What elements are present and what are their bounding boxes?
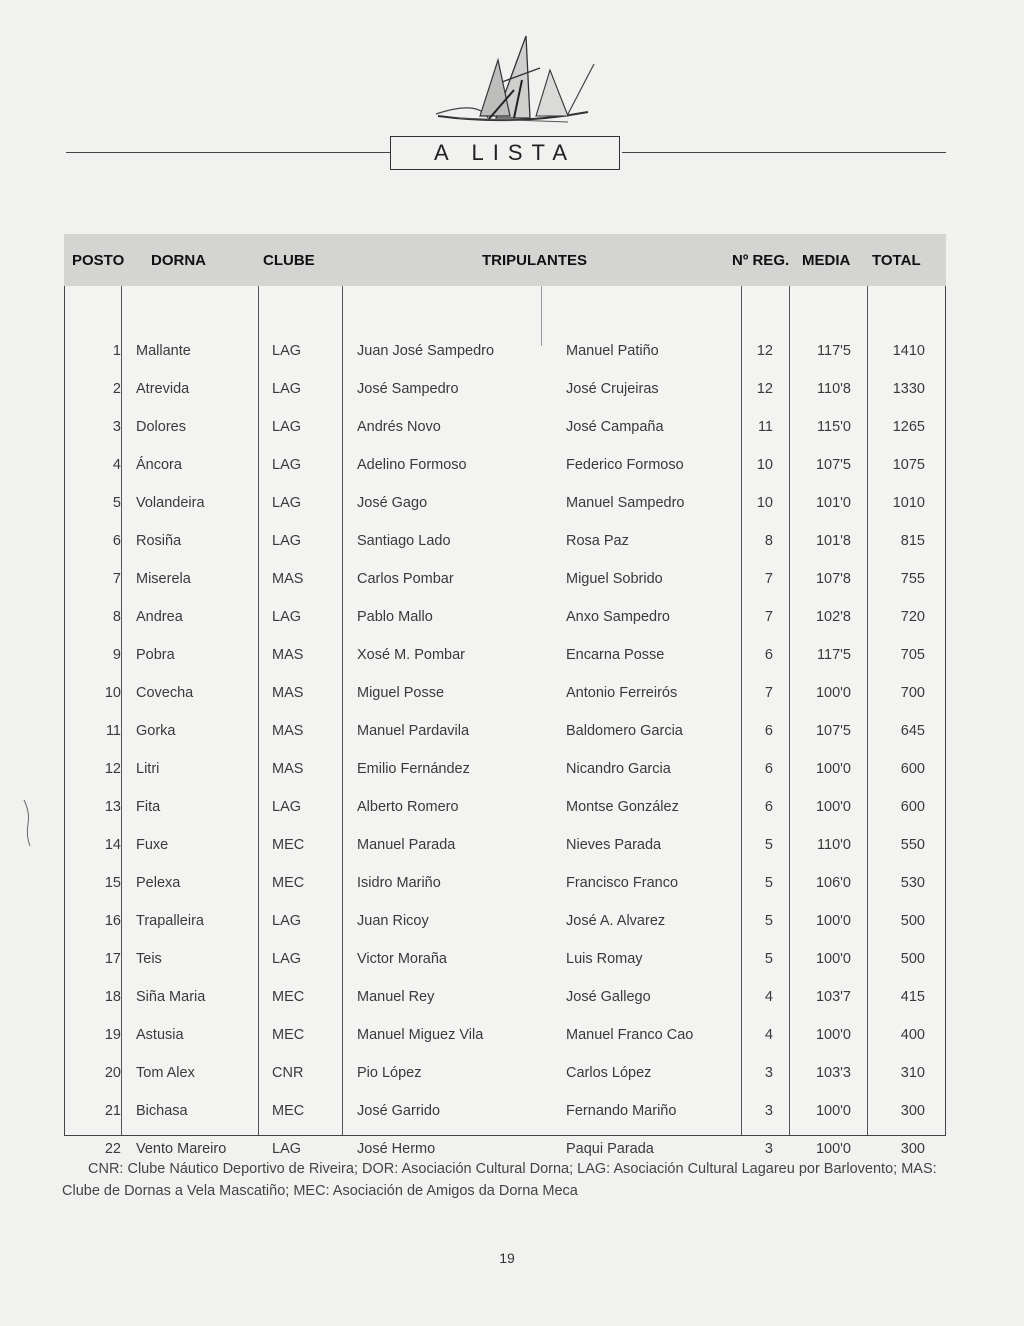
cell-media: 102'8: [815, 609, 851, 625]
cell-tripulante-1: José Sampedro: [357, 381, 459, 397]
cell-reg: 5: [764, 875, 773, 891]
cell-media: 101'8: [815, 533, 851, 549]
cell-total: 815: [900, 533, 925, 549]
cell-dorna: Áncora: [136, 457, 182, 473]
cell-total: 1265: [892, 419, 925, 435]
cell-clube: MEC: [272, 875, 305, 891]
cell-tripulante-2: Manuel Patiño: [566, 343, 659, 359]
results-table: [64, 234, 946, 1157]
cell-dorna: Andrea: [136, 609, 183, 625]
cell-clube: LAG: [272, 609, 302, 625]
title-rule-left: [66, 152, 390, 153]
cell-total: 530: [900, 875, 925, 891]
cell-tripulante-2: Baldomero Garcia: [566, 723, 683, 739]
cell-tripulante-1: Andrés Novo: [357, 419, 441, 435]
table-row: [65, 560, 945, 598]
cell-media: 100'0: [815, 685, 851, 701]
cell-posto: 16: [104, 913, 121, 929]
cell-tripulante-2: Manuel Sampedro: [566, 495, 685, 511]
sailboat-icon: [418, 30, 608, 130]
cell-total: 310: [900, 1065, 925, 1081]
cell-tripulante-2: Luis Romay: [566, 951, 643, 967]
cell-total: 600: [900, 799, 925, 815]
cell-total: 1410: [892, 343, 925, 359]
cell-reg: 12: [756, 343, 773, 359]
cell-dorna: Dolores: [136, 419, 186, 435]
header-total: TOTAL: [872, 252, 921, 269]
cell-tripulante-1: Alberto Romero: [357, 799, 459, 815]
cell-clube: LAG: [272, 495, 302, 511]
table-row: [65, 332, 945, 370]
header-reg: Nº REG.: [732, 252, 790, 269]
cell-tripulante-2: Nieves Parada: [566, 837, 662, 853]
cell-media: 117'5: [817, 343, 851, 359]
cell-posto: 8: [112, 609, 121, 625]
cell-clube: MEC: [272, 837, 305, 853]
cell-reg: 4: [764, 1027, 773, 1043]
header-posto: POSTO: [72, 252, 125, 269]
cell-clube: LAG: [272, 951, 302, 967]
club-legend: CNR: Clube Náutico Deportivo de Riveira; DOR: Asociación Cultural Dorna; LAG: Asociación Cultural Lagareu por Barlovento; MAS: Clube de Dornas a Vela Mascatiño; MEC: Asociación de Amigos da Dorna Meca: [62, 1161, 937, 1199]
cell-dorna: Fita: [136, 799, 161, 815]
cell-reg: 6: [764, 799, 773, 815]
cell-posto: 12: [104, 761, 121, 777]
cell-tripulante-1: Miguel Posse: [357, 685, 445, 701]
cell-media: 107'8: [815, 571, 851, 587]
cell-media: 115'0: [817, 419, 851, 435]
table-row: [65, 408, 945, 446]
cell-tripulante-2: Carlos López: [566, 1065, 652, 1081]
cell-posto: 15: [104, 875, 121, 891]
cell-reg: 12: [756, 381, 773, 397]
cell-media: 100'0: [815, 1103, 851, 1119]
table-body: [64, 286, 946, 1157]
cell-tripulante-1: Carlos Pombar: [357, 571, 454, 587]
table-row: [65, 940, 945, 978]
cell-dorna: Vento Mareiro: [136, 1141, 227, 1157]
cell-tripulante-2: José Gallego: [566, 989, 651, 1005]
cell-media: 100'0: [815, 1027, 851, 1043]
cell-dorna: Astusia: [136, 1027, 184, 1043]
cell-reg: 7: [764, 609, 773, 625]
cell-tripulante-1: Isidro Mariño: [357, 875, 441, 891]
cell-tripulante-1: Manuel Rey: [357, 989, 435, 1005]
cell-total: 500: [900, 913, 925, 929]
cell-dorna: Pelexa: [136, 875, 181, 891]
table-row: [65, 1092, 945, 1130]
cell-posto: 17: [104, 951, 121, 967]
cell-dorna: Siña Maria: [136, 989, 206, 1005]
cell-reg: 5: [764, 951, 773, 967]
cell-posto: 3: [112, 419, 121, 435]
table-row: [65, 978, 945, 1016]
cell-media: 103'3: [815, 1065, 851, 1081]
cell-posto: 4: [112, 457, 121, 473]
cell-tripulante-2: Montse González: [566, 799, 679, 815]
cell-reg: 3: [764, 1141, 773, 1157]
cell-reg: 5: [764, 837, 773, 853]
table-row: [65, 826, 945, 864]
cell-media: 100'0: [815, 913, 851, 929]
cell-tripulante-2: José Campaña: [566, 419, 664, 435]
cell-posto: 18: [104, 989, 121, 1005]
cell-clube: LAG: [272, 419, 302, 435]
cell-clube: MEC: [272, 1103, 305, 1119]
table-row: [65, 788, 945, 826]
cell-reg: 7: [764, 571, 773, 587]
cell-tripulante-2: José Crujeiras: [566, 381, 659, 397]
cell-dorna: Trapalleira: [136, 913, 204, 929]
cell-tripulante-2: Nicandro Garcia: [566, 761, 671, 777]
cell-total: 400: [900, 1027, 925, 1043]
cell-total: 705: [900, 647, 925, 663]
cell-clube: MEC: [272, 989, 305, 1005]
cell-tripulante-2: Francisco Franco: [566, 875, 679, 891]
table-row: [65, 1054, 945, 1092]
cell-dorna: Rosiña: [136, 533, 182, 549]
cell-total: 550: [900, 837, 925, 853]
cell-posto: 13: [104, 799, 121, 815]
cell-media: 101'0: [815, 495, 851, 511]
table-row: [65, 712, 945, 750]
cell-posto: 22: [104, 1141, 121, 1157]
cell-tripulante-2: Federico Formoso: [566, 457, 684, 473]
cell-tripulante-1: Pablo Mallo: [357, 609, 433, 625]
table-row: [65, 1016, 945, 1054]
cell-tripulante-2: Manuel Franco Cao: [566, 1027, 694, 1043]
cell-posto: 7: [112, 571, 121, 587]
cell-posto: 10: [104, 685, 121, 701]
cell-media: 110'8: [817, 381, 851, 397]
table-row: [65, 636, 945, 674]
cell-clube: MAS: [272, 761, 304, 777]
cell-tripulante-1: Manuel Miguez Vila: [357, 1027, 484, 1043]
page-title: A LISTA: [390, 136, 620, 170]
cell-reg: 11: [757, 419, 773, 435]
cell-total: 645: [900, 723, 925, 739]
cell-dorna: Pobra: [136, 647, 175, 663]
table-row: [65, 446, 945, 484]
cell-posto: 20: [104, 1065, 121, 1081]
cell-tripulante-1: Xosé M. Pombar: [357, 647, 465, 663]
cell-total: 600: [900, 761, 925, 777]
cell-dorna: Mallante: [136, 343, 191, 359]
cell-media: 100'0: [815, 799, 851, 815]
cell-reg: 7: [764, 685, 773, 701]
cell-clube: LAG: [272, 457, 302, 473]
table-row: [65, 750, 945, 788]
cell-tripulante-2: Fernando Mariño: [566, 1103, 677, 1119]
cell-tripulante-1: José Hermo: [357, 1141, 436, 1157]
cell-clube: LAG: [272, 913, 302, 929]
cell-tripulante-1: José Garrido: [357, 1103, 441, 1119]
table-row: [65, 484, 945, 522]
header-media: MEDIA: [802, 252, 851, 269]
cell-tripulante-1: José Gago: [357, 495, 428, 511]
header-dorna: DORNA: [151, 252, 206, 269]
header-clube: CLUBE: [263, 252, 315, 269]
cell-dorna: Gorka: [136, 723, 176, 739]
cell-posto: 6: [112, 533, 121, 549]
table-row: [65, 370, 945, 408]
margin-mark: [22, 798, 36, 848]
table-row: [65, 598, 945, 636]
cell-tripulante-2: Paqui Parada: [566, 1141, 654, 1157]
cell-media: 110'0: [817, 837, 851, 853]
cell-posto: 9: [112, 647, 121, 663]
cell-posto: 5: [112, 495, 121, 511]
cell-media: 100'0: [815, 1141, 851, 1157]
cell-total: 500: [900, 951, 925, 967]
cell-reg: 8: [764, 533, 773, 549]
cell-dorna: Litri: [136, 761, 160, 777]
cell-clube: LAG: [272, 1141, 302, 1157]
cell-clube: MEC: [272, 1027, 305, 1043]
cell-posto: 19: [104, 1027, 121, 1043]
cell-media: 117'5: [817, 647, 851, 663]
cell-reg: 10: [756, 495, 773, 511]
cell-media: 106'0: [815, 875, 851, 891]
cell-dorna: Tom Alex: [136, 1065, 195, 1081]
cell-reg: 10: [756, 457, 773, 473]
table-row: [65, 864, 945, 902]
cell-tripulante-1: Juan Ricoy: [357, 913, 429, 929]
cell-total: 1330: [892, 381, 925, 397]
cell-tripulante-1: Pio López: [357, 1065, 422, 1081]
cell-media: 100'0: [815, 951, 851, 967]
cell-tripulante-1: Santiago Lado: [357, 533, 451, 549]
cell-tripulante-2: Encarna Posse: [566, 647, 665, 663]
header-tripulantes: TRIPULANTES: [482, 252, 587, 269]
table-row: [65, 674, 945, 712]
cell-clube: LAG: [272, 381, 302, 397]
cell-posto: 1: [112, 343, 121, 359]
cell-dorna: Fuxe: [136, 837, 169, 853]
cell-tripulante-1: Adelino Formoso: [357, 457, 467, 473]
cell-reg: 4: [764, 989, 773, 1005]
cell-tripulante-2: Antonio Ferreirós: [566, 685, 678, 701]
cell-dorna: Covecha: [136, 685, 194, 701]
cell-media: 103'7: [815, 989, 851, 1005]
cell-clube: CNR: [272, 1065, 304, 1081]
cell-tripulante-1: Manuel Parada: [357, 837, 456, 853]
cell-clube: MAS: [272, 723, 304, 739]
cell-clube: MAS: [272, 647, 304, 663]
cell-posto: 2: [112, 381, 121, 397]
cell-clube: MAS: [272, 685, 304, 701]
cell-dorna: Atrevida: [136, 381, 190, 397]
cell-reg: 6: [764, 647, 773, 663]
cell-media: 107'5: [815, 457, 851, 473]
cell-posto: 21: [104, 1103, 121, 1119]
cell-posto: 11: [105, 723, 121, 739]
cell-tripulante-1: Manuel Pardavila: [357, 723, 470, 739]
cell-total: 300: [900, 1103, 925, 1119]
cell-dorna: Miserela: [136, 571, 191, 587]
cell-total: 1075: [892, 457, 925, 473]
cell-dorna: Teis: [136, 951, 162, 967]
cell-posto: 14: [104, 837, 121, 853]
cell-tripulante-2: Anxo Sampedro: [566, 609, 670, 625]
cell-tripulante-2: Rosa Paz: [566, 533, 629, 549]
table-header: [64, 234, 946, 286]
cell-total: 720: [900, 609, 925, 625]
cell-clube: LAG: [272, 799, 302, 815]
cell-total: 415: [900, 989, 925, 1005]
page-number: 19: [499, 1250, 515, 1266]
table-row: [65, 902, 945, 940]
cell-reg: 3: [764, 1065, 773, 1081]
cell-tripulante-1: Victor Moraña: [357, 951, 447, 967]
cell-total: 300: [900, 1141, 925, 1157]
cell-clube: LAG: [272, 343, 302, 359]
cell-clube: MAS: [272, 571, 304, 587]
cell-dorna: Bichasa: [136, 1103, 188, 1119]
cell-dorna: Volandeira: [136, 495, 205, 511]
cell-clube: LAG: [272, 533, 302, 549]
cell-tripulante-1: Juan José Sampedro: [357, 343, 495, 359]
cell-tripulante-2: Miguel Sobrido: [566, 571, 663, 587]
cell-total: 755: [900, 571, 925, 587]
table-row: [65, 522, 945, 560]
cell-tripulante-2: José A. Alvarez: [566, 913, 666, 929]
cell-reg: 6: [764, 761, 773, 777]
title-rule-right: [622, 152, 946, 153]
cell-total: 700: [900, 685, 925, 701]
cell-reg: 6: [764, 723, 773, 739]
cell-reg: 3: [764, 1103, 773, 1119]
cell-media: 100'0: [815, 761, 851, 777]
cell-reg: 5: [764, 913, 773, 929]
cell-media: 107'5: [815, 723, 851, 739]
cell-tripulante-1: Emilio Fernández: [357, 761, 470, 777]
cell-total: 1010: [892, 495, 925, 511]
